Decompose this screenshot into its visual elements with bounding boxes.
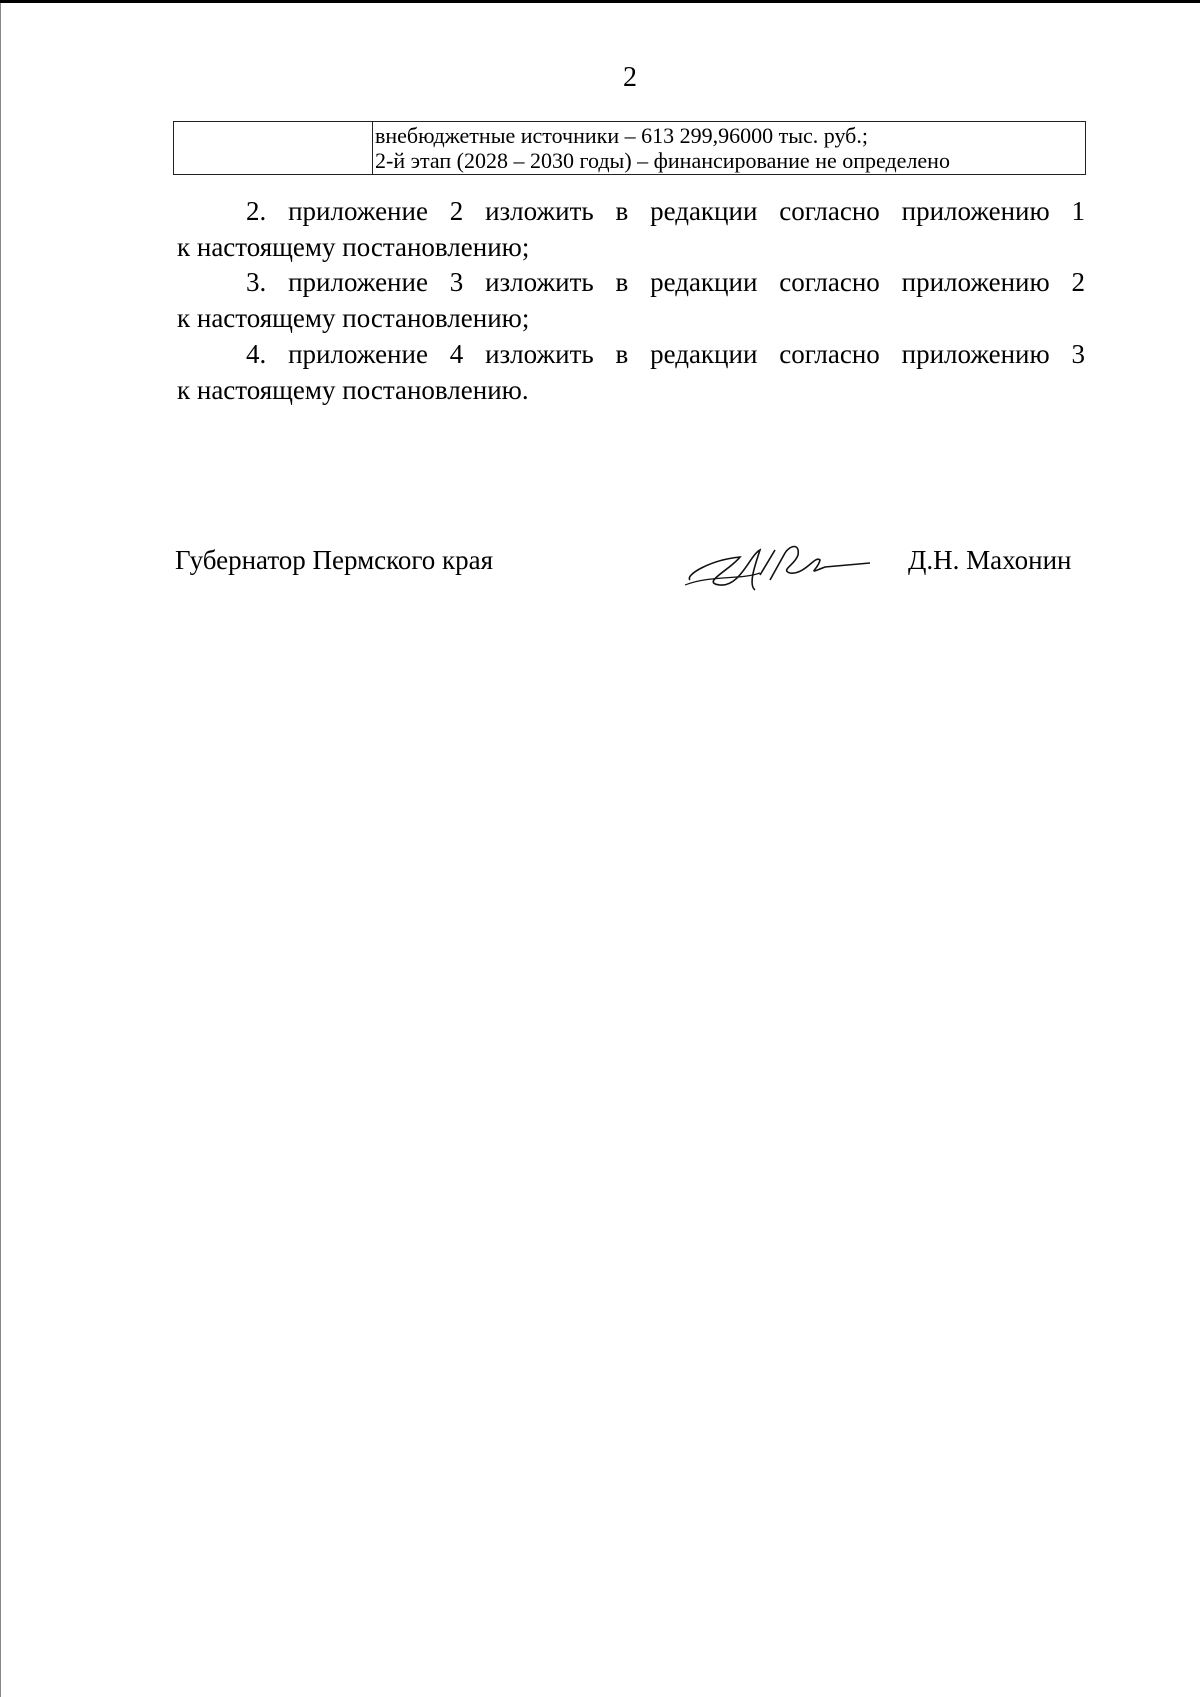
table-cell-label bbox=[174, 122, 373, 175]
handwritten-signature-icon bbox=[680, 535, 870, 595]
funding-line-1: внебюджетные источники – 613 299,96000 тыс. руб.; bbox=[375, 123, 868, 148]
funding-table bbox=[173, 121, 1086, 175]
page-number: 2 bbox=[623, 62, 637, 93]
signatory-name: Д.Н. Махонин bbox=[908, 545, 1072, 575]
table-row bbox=[174, 122, 1086, 175]
paragraph-item-3 bbox=[177, 264, 1085, 336]
paragraph-item-4 bbox=[177, 336, 1085, 408]
paragraph-continuation: к настоящему постановлению; bbox=[177, 303, 530, 333]
signatory-position: Губернатор Пермского края bbox=[175, 545, 494, 575]
funding-line-2: 2-й этап (2028 – 2030 годы) – финансирование не определено bbox=[375, 148, 950, 173]
paragraph-continuation: к настоящему постановлению; bbox=[177, 232, 530, 262]
paragraph-item-2 bbox=[177, 193, 1085, 265]
paragraph-first-line: 4. приложение 4 изложить в редакции согласно приложению 3 bbox=[246, 339, 1085, 369]
table-cell-value bbox=[373, 122, 1086, 175]
paragraph-continuation: к настоящему постановлению. bbox=[177, 375, 529, 405]
scan-border-left bbox=[0, 3, 1, 1697]
paragraph-first-line: 3. приложение 3 изложить в редакции согласно приложению 2 bbox=[246, 267, 1085, 297]
paragraph-first-line: 2. приложение 2 изложить в редакции согласно приложению 1 bbox=[246, 196, 1085, 226]
scan-border-top bbox=[0, 0, 1200, 3]
